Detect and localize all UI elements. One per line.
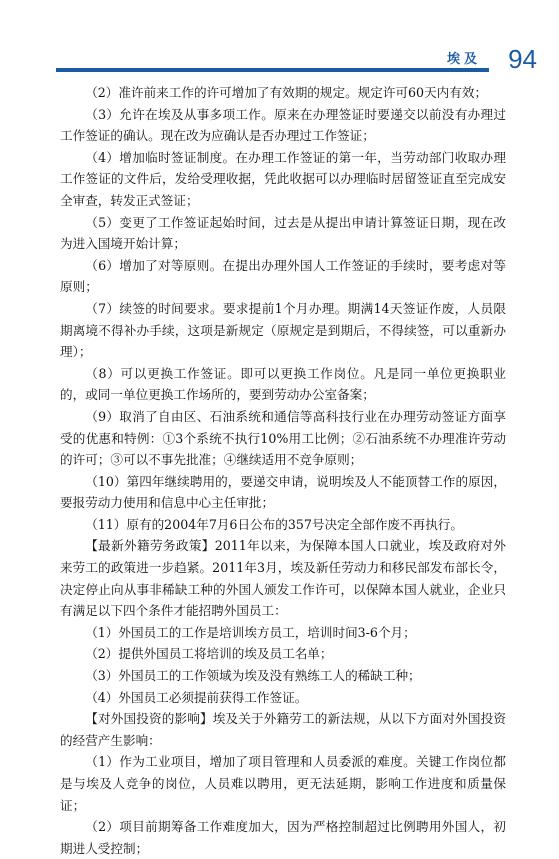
paragraph: （9）取消了自由区、石油系统和通信等高科技行业在办理劳动签证方面享受的优惠和特例：①3个系统不执行10%用工比例；②石油系统不办理准许劳动的许可；③可以不事先批准；④继续适用不竞争原则；	[60, 408, 506, 468]
paragraph: （5）变更了工作签证起始时间，过去是从提出申请计算签证日期，现在改为进入国境开始计算；	[60, 214, 506, 252]
page-number: 94	[508, 44, 537, 74]
paragraph: （4）外国员工必须提前获得工作签证。	[85, 689, 308, 705]
paragraph: （8）可以更换工作签证。即可以更换工作岗位。凡是同一单位更换职业的，或同一单位更换工作场所的，要到劳动办公室备案；	[60, 365, 506, 403]
paragraph: （2）准许前来工作的许可增加了有效期的规定。规定许可60天内有效；	[85, 85, 488, 100]
paragraph: （3）外国员工的工作领域为埃及没有熟练工人的稀缺工种；	[85, 668, 421, 684]
paragraph: （3）允许在埃及从事多项工作。原来在办理签证时要递交以前没有办理过工作签证的确认。现在改为应确认是否办理过工作签证；	[60, 106, 506, 144]
running-title: 埃及	[446, 52, 481, 67]
paragraph: 【对外国投资的影响】埃及关于外籍劳工的新法规，从以下方面对外国投资的经营产生影响：	[60, 711, 506, 748]
paragraph: （2）提供外国员工将培训的埃及员工名单；	[85, 646, 333, 662]
paragraph: （1）外国员工的工作是培训埃方员工，培训时间3-6个月；	[85, 624, 416, 640]
body-text	[60, 82, 506, 859]
paragraph: （2）项目前期筹备工作难度加大，因为严格控制超过比例聘用外国人，初期进人受控制；	[60, 819, 506, 856]
paragraph: （4）增加临时签证制度。在办理工作签证的第一年，当劳动部门收取办理工作签证的文件后，发给受理收据，凭此收据可以办理临时居留签证直至完成安全审查，转发正式签证；	[60, 149, 506, 208]
header-rule	[56, 68, 489, 72]
paragraph: （6）增加了对等原则。在提出办理外国人工作签证的手续时，要考虑对等原则；	[60, 257, 506, 295]
page-header	[0, 44, 559, 80]
paragraph: （10）第四年继续聘用的，要递交申请，说明埃及人不能顶替工作的原因，要报劳动力使用和信息中心主任审批；	[60, 473, 506, 511]
paragraph: 【最新外籍劳务政策】2011年以来，为保障本国人口就业，埃及政府对外来劳工的政策进一步趋紧。2011年3月，埃及新任劳动力和移民部发布部长令，决定停止向从事非稀缺工种的外国人颁发工作许可，以保障本国人就业，企业只有满足以下四个条件才能招聘外国员工：	[60, 538, 506, 619]
paragraph: （7）续签的时间要求。要求提前1个月办理。期满14天签证作废，人员限期离境不得补办手续，这项是新规定（原规定是到期后，不得续签，可以重新办理）；	[60, 300, 506, 360]
paragraph: （1）作为工业项目，增加了项目管理和人员委派的难度。关键工作岗位都是与埃及人竞争的岗位，人员难以聘用，更无法延期，影响工作进度和质量保证；	[60, 754, 506, 813]
paragraph: （11）原有的2004年7月6日公布的357号决定全部作废不再执行。	[85, 516, 463, 532]
